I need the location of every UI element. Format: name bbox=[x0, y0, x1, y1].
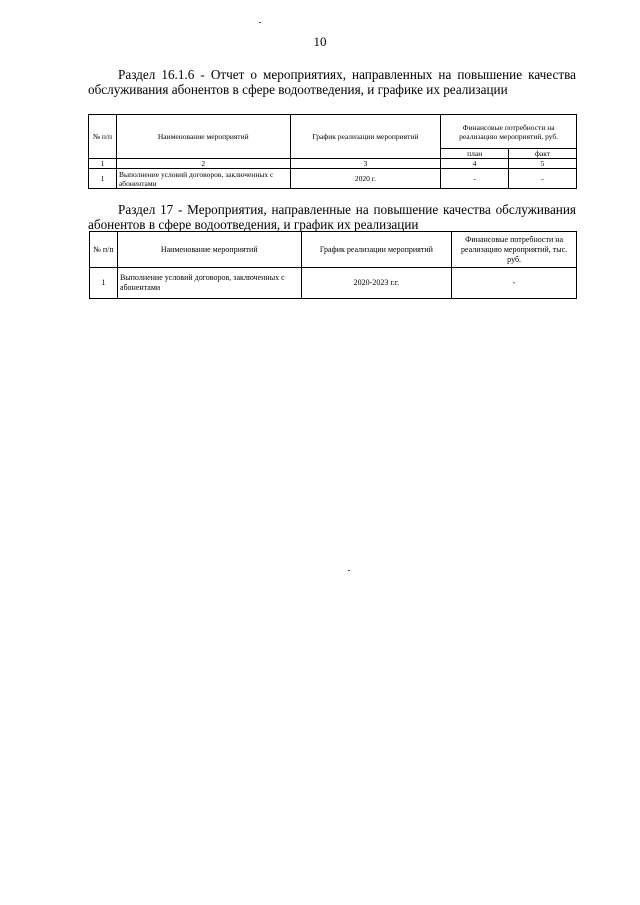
index-cell: 3 bbox=[290, 159, 441, 169]
header-schedule: График реализации мероприятий bbox=[290, 115, 441, 159]
header-finance: Финансовые потребности на реализацию мероприятий, тыс. руб. bbox=[452, 232, 577, 268]
scan-speck bbox=[348, 570, 350, 571]
section-17-table bbox=[89, 231, 577, 299]
index-cell: 4 bbox=[441, 159, 509, 169]
index-cell: 1 bbox=[89, 159, 117, 169]
header-plan: план bbox=[441, 149, 509, 159]
header-finance: Финансовые потребности на реализацию мероприятий, руб. bbox=[441, 115, 577, 149]
index-cell: 5 bbox=[509, 159, 577, 169]
row-name: Выполнение условий договоров, заключенных с абонентами bbox=[117, 268, 301, 299]
row-fact: - bbox=[509, 169, 577, 189]
header-name: Наименование мероприятий bbox=[117, 232, 301, 268]
row-schedule: 2020 г. bbox=[290, 169, 441, 189]
header-schedule: График реализации мероприятий bbox=[301, 232, 452, 268]
table-row bbox=[89, 169, 577, 189]
row-num: 1 bbox=[90, 268, 118, 299]
index-cell: 2 bbox=[116, 159, 290, 169]
scan-speck bbox=[259, 22, 261, 23]
index-row bbox=[89, 159, 577, 169]
section-16-heading: Раздел 16.1.6 - Отчет о мероприятиях, направленных на повышение качества обслуживания абонентов в сфере водоотведения, и графике их реализации bbox=[88, 67, 576, 97]
header-fact: факт bbox=[509, 149, 577, 159]
row-num: 1 bbox=[89, 169, 117, 189]
table-row bbox=[90, 268, 577, 299]
row-finance: - bbox=[452, 268, 577, 299]
section-16-table bbox=[88, 114, 577, 189]
section-17-heading: Раздел 17 - Мероприятия, направленные на повышение качества обслуживания абонентов в сфере водоотведения, и график их реализации bbox=[88, 202, 576, 232]
header-name: Наименование мероприятий bbox=[116, 115, 290, 159]
page-number: 10 bbox=[313, 34, 327, 49]
row-schedule: 2020-2023 г.г. bbox=[301, 268, 452, 299]
header-num: № п/п bbox=[90, 232, 118, 268]
header-num: № п/п bbox=[89, 115, 117, 159]
row-name: Выполнение условий договоров, заключенных с абонентами bbox=[116, 169, 290, 189]
row-plan: - bbox=[441, 169, 509, 189]
